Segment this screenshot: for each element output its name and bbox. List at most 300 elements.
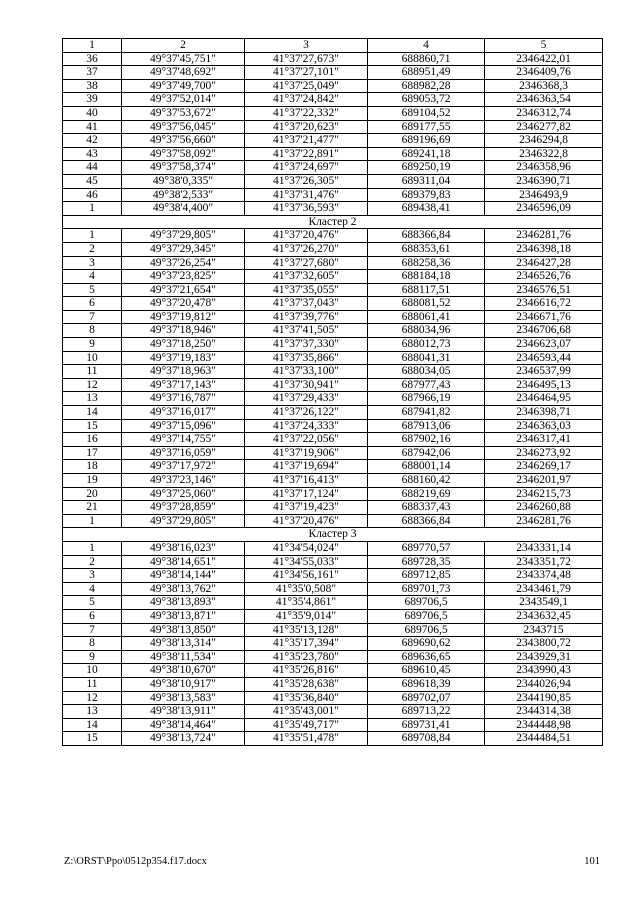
latitude-cell: 49°37'16,017" (122, 406, 245, 420)
point-number-cell: 5 (63, 283, 122, 297)
cluster-title: Кластер 3 (63, 528, 603, 542)
longitude-cell: 41°35'43,001" (245, 705, 368, 719)
x-coordinate-cell: 687902,16 (368, 433, 485, 447)
latitude-cell: 49°37'17,972" (122, 460, 245, 474)
x-coordinate-cell: 689610,45 (368, 664, 485, 678)
latitude-cell: 49°38'14,144" (122, 569, 245, 583)
x-coordinate-cell: 688034,96 (368, 324, 485, 338)
x-coordinate-cell: 689196,69 (368, 134, 485, 148)
y-coordinate-cell: 2346576,51 (485, 283, 603, 297)
longitude-cell: 41°37'26,305" (245, 174, 368, 188)
x-coordinate-cell: 688081,52 (368, 297, 485, 311)
y-coordinate-cell: 2346201,97 (485, 474, 603, 488)
x-coordinate-cell: 689731,41 (368, 718, 485, 732)
y-coordinate-cell: 2346363,54 (485, 93, 603, 107)
y-coordinate-cell: 2344314,38 (485, 705, 603, 719)
table-row (63, 188, 603, 202)
longitude-cell: 41°37'30,941" (245, 378, 368, 392)
point-number-cell: 1 (63, 541, 122, 555)
table-row (63, 677, 603, 691)
longitude-cell: 41°35'17,394" (245, 637, 368, 651)
y-coordinate-cell: 2343632,45 (485, 609, 603, 623)
x-coordinate-cell: 688366,84 (368, 514, 485, 528)
cluster-title: Кластер 2 (63, 215, 603, 229)
latitude-cell: 49°37'16,787" (122, 392, 245, 406)
table-row (63, 555, 603, 569)
point-number-cell: 21 (63, 501, 122, 515)
longitude-cell: 41°37'20,476" (245, 514, 368, 528)
x-coordinate-cell: 688366,84 (368, 229, 485, 243)
longitude-cell: 41°37'24,842" (245, 93, 368, 107)
point-number-cell: 10 (63, 664, 122, 678)
y-coordinate-cell: 2346358,96 (485, 161, 603, 175)
column-number-3: 3 (245, 39, 368, 53)
point-number-cell: 3 (63, 256, 122, 270)
table-row (63, 297, 603, 311)
y-coordinate-cell: 2346215,73 (485, 487, 603, 501)
x-coordinate-cell: 689770,57 (368, 541, 485, 555)
latitude-cell: 49°38'13,871" (122, 609, 245, 623)
point-number-cell: 11 (63, 365, 122, 379)
point-number-cell: 38 (63, 79, 122, 93)
point-number-cell: 19 (63, 474, 122, 488)
table-row (63, 147, 603, 161)
column-number-1: 1 (63, 39, 122, 53)
point-number-cell: 1 (63, 514, 122, 528)
table-row (63, 392, 603, 406)
y-coordinate-cell: 2343800,72 (485, 637, 603, 651)
y-coordinate-cell: 2346398,71 (485, 406, 603, 420)
y-coordinate-cell: 2346706,68 (485, 324, 603, 338)
table-row (63, 106, 603, 120)
latitude-cell: 49°37'23,146" (122, 474, 245, 488)
table-row (63, 351, 603, 365)
latitude-cell: 49°37'48,692" (122, 66, 245, 80)
table-row (63, 52, 603, 66)
longitude-cell: 41°35'4,861" (245, 596, 368, 610)
y-coordinate-cell: 2346368,3 (485, 79, 603, 93)
y-coordinate-cell: 2346596,09 (485, 202, 603, 216)
latitude-cell: 49°37'52,014" (122, 93, 245, 107)
point-number-cell: 15 (63, 419, 122, 433)
point-number-cell: 4 (63, 270, 122, 284)
latitude-cell: 49°37'53,672" (122, 106, 245, 120)
latitude-cell: 49°38'11,534" (122, 650, 245, 664)
point-number-cell: 2 (63, 555, 122, 569)
longitude-cell: 41°37'35,866" (245, 351, 368, 365)
point-number-cell: 8 (63, 637, 122, 651)
longitude-cell: 41°37'19,423" (245, 501, 368, 515)
table-row (63, 79, 603, 93)
latitude-cell: 49°37'23,825" (122, 270, 245, 284)
x-coordinate-cell: 689713,22 (368, 705, 485, 719)
x-coordinate-cell: 689104,52 (368, 106, 485, 120)
table-row (63, 174, 603, 188)
longitude-cell: 41°34'54,024" (245, 541, 368, 555)
point-number-cell: 1 (63, 202, 122, 216)
x-coordinate-cell: 688219,69 (368, 487, 485, 501)
latitude-cell: 49°37'29,805" (122, 229, 245, 243)
y-coordinate-cell: 2346409,76 (485, 66, 603, 80)
latitude-cell: 49°38'14,464" (122, 718, 245, 732)
x-coordinate-cell: 689053,72 (368, 93, 485, 107)
latitude-cell: 49°37'20,478" (122, 297, 245, 311)
longitude-cell: 41°37'27,101" (245, 66, 368, 80)
longitude-cell: 41°35'28,638" (245, 677, 368, 691)
table-row (63, 732, 603, 746)
x-coordinate-cell: 689379,83 (368, 188, 485, 202)
x-coordinate-cell: 689241,18 (368, 147, 485, 161)
longitude-cell: 41°37'35,055" (245, 283, 368, 297)
table-row (63, 446, 603, 460)
point-number-cell: 45 (63, 174, 122, 188)
table-row (63, 582, 603, 596)
point-number-cell: 13 (63, 392, 122, 406)
table-row (63, 66, 603, 80)
longitude-cell: 41°37'22,891" (245, 147, 368, 161)
x-coordinate-cell: 687913,06 (368, 419, 485, 433)
longitude-cell: 41°37'19,694" (245, 460, 368, 474)
table-row (63, 406, 603, 420)
latitude-cell: 49°37'58,374" (122, 161, 245, 175)
table-row (63, 310, 603, 324)
y-coordinate-cell: 2346281,76 (485, 229, 603, 243)
point-number-cell: 36 (63, 52, 122, 66)
point-number-cell: 9 (63, 338, 122, 352)
table-row (63, 120, 603, 134)
point-number-cell: 6 (63, 297, 122, 311)
point-number-cell: 42 (63, 134, 122, 148)
table-row (63, 242, 603, 256)
table-row (63, 338, 603, 352)
coordinates-table (62, 38, 603, 746)
longitude-cell: 41°35'9,014" (245, 609, 368, 623)
latitude-cell: 49°37'15,096" (122, 419, 245, 433)
longitude-cell: 41°37'24,697" (245, 161, 368, 175)
point-number-cell: 5 (63, 596, 122, 610)
table-row (63, 202, 603, 216)
point-number-cell: 41 (63, 120, 122, 134)
x-coordinate-cell: 688951,49 (368, 66, 485, 80)
point-number-cell: 10 (63, 351, 122, 365)
table-row (63, 161, 603, 175)
point-number-cell: 3 (63, 569, 122, 583)
latitude-cell: 49°38'13,724" (122, 732, 245, 746)
longitude-cell: 41°37'41,505" (245, 324, 368, 338)
cluster-header-row (63, 215, 603, 229)
x-coordinate-cell: 689636,65 (368, 650, 485, 664)
latitude-cell: 49°38'14,651" (122, 555, 245, 569)
x-coordinate-cell: 689706,5 (368, 609, 485, 623)
y-coordinate-cell: 2346593,44 (485, 351, 603, 365)
y-coordinate-cell: 2346312,74 (485, 106, 603, 120)
y-coordinate-cell: 2346464,95 (485, 392, 603, 406)
x-coordinate-cell: 689728,35 (368, 555, 485, 569)
y-coordinate-cell: 2344448,98 (485, 718, 603, 732)
latitude-cell: 49°37'28,859" (122, 501, 245, 515)
latitude-cell: 49°37'56,045" (122, 120, 245, 134)
point-number-cell: 16 (63, 433, 122, 447)
x-coordinate-cell: 688982,28 (368, 79, 485, 93)
cluster-header-row (63, 528, 603, 542)
table-row (63, 270, 603, 284)
longitude-cell: 41°37'22,332" (245, 106, 368, 120)
y-coordinate-cell: 2346363,03 (485, 419, 603, 433)
longitude-cell: 41°37'24,333" (245, 419, 368, 433)
point-number-cell: 1 (63, 229, 122, 243)
x-coordinate-cell: 689706,5 (368, 596, 485, 610)
y-coordinate-cell: 2346390,71 (485, 174, 603, 188)
longitude-cell: 41°35'23,780" (245, 650, 368, 664)
x-coordinate-cell: 689702,07 (368, 691, 485, 705)
longitude-cell: 41°34'56,161" (245, 569, 368, 583)
longitude-cell: 41°35'49,717" (245, 718, 368, 732)
y-coordinate-cell: 2346294,8 (485, 134, 603, 148)
x-coordinate-cell: 688337,43 (368, 501, 485, 515)
latitude-cell: 49°37'29,345" (122, 242, 245, 256)
longitude-cell: 41°37'17,124" (245, 487, 368, 501)
longitude-cell: 41°35'13,128" (245, 623, 368, 637)
latitude-cell: 49°38'13,911" (122, 705, 245, 719)
y-coordinate-cell: 2343929,31 (485, 650, 603, 664)
latitude-cell: 49°38'13,583" (122, 691, 245, 705)
table-row (63, 691, 603, 705)
y-coordinate-cell: 2346526,76 (485, 270, 603, 284)
x-coordinate-cell: 689438,41 (368, 202, 485, 216)
latitude-cell: 49°38'4,400" (122, 202, 245, 216)
y-coordinate-cell: 2346273,92 (485, 446, 603, 460)
longitude-cell: 41°37'31,476" (245, 188, 368, 202)
latitude-cell: 49°38'13,314" (122, 637, 245, 651)
y-coordinate-cell: 2346422,01 (485, 52, 603, 66)
point-number-cell: 15 (63, 732, 122, 746)
x-coordinate-cell: 689712,85 (368, 569, 485, 583)
point-number-cell: 14 (63, 718, 122, 732)
y-coordinate-cell: 2343331,14 (485, 541, 603, 555)
latitude-cell: 49°37'49,700" (122, 79, 245, 93)
point-number-cell: 14 (63, 406, 122, 420)
longitude-cell: 41°35'51,478" (245, 732, 368, 746)
x-coordinate-cell: 688001,14 (368, 460, 485, 474)
x-coordinate-cell: 688012,73 (368, 338, 485, 352)
table-row (63, 541, 603, 555)
longitude-cell: 41°37'33,100" (245, 365, 368, 379)
x-coordinate-cell: 689618,39 (368, 677, 485, 691)
longitude-cell: 41°34'55,033" (245, 555, 368, 569)
table-row (63, 419, 603, 433)
column-number-5: 5 (485, 39, 603, 53)
table-row (63, 229, 603, 243)
latitude-cell: 49°37'18,963" (122, 365, 245, 379)
column-number-row (63, 39, 603, 53)
table-row (63, 134, 603, 148)
x-coordinate-cell: 689177,55 (368, 120, 485, 134)
table-row (63, 501, 603, 515)
table-row (63, 474, 603, 488)
longitude-cell: 41°37'27,673" (245, 52, 368, 66)
longitude-cell: 41°37'29,433" (245, 392, 368, 406)
y-coordinate-cell: 2346427,28 (485, 256, 603, 270)
x-coordinate-cell: 688860,71 (368, 52, 485, 66)
latitude-cell: 49°37'16,059" (122, 446, 245, 460)
latitude-cell: 49°38'2,533" (122, 188, 245, 202)
latitude-cell: 49°37'19,812" (122, 310, 245, 324)
point-number-cell: 17 (63, 446, 122, 460)
x-coordinate-cell: 688184,18 (368, 270, 485, 284)
latitude-cell: 49°38'10,670" (122, 664, 245, 678)
point-number-cell: 7 (63, 310, 122, 324)
y-coordinate-cell: 2346322,8 (485, 147, 603, 161)
x-coordinate-cell: 688160,42 (368, 474, 485, 488)
point-number-cell: 4 (63, 582, 122, 596)
latitude-cell: 49°37'58,092" (122, 147, 245, 161)
footer-page-number: 101 (584, 856, 600, 867)
longitude-cell: 41°37'39,776" (245, 310, 368, 324)
table-row (63, 460, 603, 474)
y-coordinate-cell: 2343549,1 (485, 596, 603, 610)
y-coordinate-cell: 2346623,07 (485, 338, 603, 352)
x-coordinate-cell: 687966,19 (368, 392, 485, 406)
y-coordinate-cell: 2343351,72 (485, 555, 603, 569)
latitude-cell: 49°37'21,654" (122, 283, 245, 297)
table-row (63, 378, 603, 392)
longitude-cell: 41°35'26,816" (245, 664, 368, 678)
latitude-cell: 49°37'17,143" (122, 378, 245, 392)
table-row (63, 650, 603, 664)
y-coordinate-cell: 2346398,18 (485, 242, 603, 256)
x-coordinate-cell: 689706,5 (368, 623, 485, 637)
latitude-cell: 49°37'56,660" (122, 134, 245, 148)
x-coordinate-cell: 687942,06 (368, 446, 485, 460)
y-coordinate-cell: 2344484,51 (485, 732, 603, 746)
y-coordinate-cell: 2346671,76 (485, 310, 603, 324)
latitude-cell: 49°37'29,805" (122, 514, 245, 528)
table-row (63, 637, 603, 651)
table-row (63, 664, 603, 678)
longitude-cell: 41°37'20,476" (245, 229, 368, 243)
y-coordinate-cell: 2346269,17 (485, 460, 603, 474)
y-coordinate-cell: 2346260,88 (485, 501, 603, 515)
longitude-cell: 41°37'21,477" (245, 134, 368, 148)
table-row (63, 487, 603, 501)
longitude-cell: 41°37'25,049" (245, 79, 368, 93)
y-coordinate-cell: 2343374,48 (485, 569, 603, 583)
point-number-cell: 8 (63, 324, 122, 338)
table-row (63, 433, 603, 447)
table-row (63, 718, 603, 732)
point-number-cell: 6 (63, 609, 122, 623)
table-row (63, 623, 603, 637)
table-row (63, 93, 603, 107)
y-coordinate-cell: 2346317,41 (485, 433, 603, 447)
column-number-2: 2 (122, 39, 245, 53)
coordinates-table-body (63, 39, 603, 746)
table-row (63, 365, 603, 379)
point-number-cell: 40 (63, 106, 122, 120)
x-coordinate-cell: 688117,51 (368, 283, 485, 297)
footer-file-path: Z:\ORST\Ppo\0512p354.f17.docx (64, 856, 207, 867)
latitude-cell: 49°38'13,893" (122, 596, 245, 610)
table-row (63, 514, 603, 528)
x-coordinate-cell: 689250,19 (368, 161, 485, 175)
point-number-cell: 7 (63, 623, 122, 637)
table-row (63, 324, 603, 338)
y-coordinate-cell: 2343715 (485, 623, 603, 637)
point-number-cell: 12 (63, 378, 122, 392)
point-number-cell: 2 (63, 242, 122, 256)
y-coordinate-cell: 2346277,82 (485, 120, 603, 134)
longitude-cell: 41°35'0,508" (245, 582, 368, 596)
x-coordinate-cell: 689690,62 (368, 637, 485, 651)
x-coordinate-cell: 688041,31 (368, 351, 485, 365)
point-number-cell: 11 (63, 677, 122, 691)
column-number-4: 4 (368, 39, 485, 53)
longitude-cell: 41°37'37,330" (245, 338, 368, 352)
table-row (63, 256, 603, 270)
table-row (63, 569, 603, 583)
longitude-cell: 41°37'36,593" (245, 202, 368, 216)
x-coordinate-cell: 688353,61 (368, 242, 485, 256)
y-coordinate-cell: 2344026,94 (485, 677, 603, 691)
y-coordinate-cell: 2346281,76 (485, 514, 603, 528)
y-coordinate-cell: 2346495,13 (485, 378, 603, 392)
latitude-cell: 49°37'26,254" (122, 256, 245, 270)
point-number-cell: 13 (63, 705, 122, 719)
longitude-cell: 41°37'26,122" (245, 406, 368, 420)
x-coordinate-cell: 689311,04 (368, 174, 485, 188)
x-coordinate-cell: 688034,05 (368, 365, 485, 379)
x-coordinate-cell: 688258,36 (368, 256, 485, 270)
point-number-cell: 20 (63, 487, 122, 501)
longitude-cell: 41°37'37,043" (245, 297, 368, 311)
latitude-cell: 49°37'25,060" (122, 487, 245, 501)
x-coordinate-cell: 687977,43 (368, 378, 485, 392)
longitude-cell: 41°37'19,906" (245, 446, 368, 460)
y-coordinate-cell: 2346537,99 (485, 365, 603, 379)
latitude-cell: 49°38'0,335" (122, 174, 245, 188)
latitude-cell: 49°37'19,183" (122, 351, 245, 365)
longitude-cell: 41°37'16,413" (245, 474, 368, 488)
x-coordinate-cell: 687941,82 (368, 406, 485, 420)
point-number-cell: 12 (63, 691, 122, 705)
longitude-cell: 41°37'22,056" (245, 433, 368, 447)
point-number-cell: 39 (63, 93, 122, 107)
y-coordinate-cell: 2344190,85 (485, 691, 603, 705)
longitude-cell: 41°37'26,270" (245, 242, 368, 256)
longitude-cell: 41°37'32,605" (245, 270, 368, 284)
latitude-cell: 49°37'18,250" (122, 338, 245, 352)
latitude-cell: 49°37'14,755" (122, 433, 245, 447)
latitude-cell: 49°38'10,917" (122, 677, 245, 691)
table-row (63, 596, 603, 610)
table-row (63, 283, 603, 297)
latitude-cell: 49°38'13,762" (122, 582, 245, 596)
point-number-cell: 46 (63, 188, 122, 202)
longitude-cell: 41°37'27,680" (245, 256, 368, 270)
point-number-cell: 9 (63, 650, 122, 664)
point-number-cell: 43 (63, 147, 122, 161)
x-coordinate-cell: 688061,41 (368, 310, 485, 324)
longitude-cell: 41°35'36,840" (245, 691, 368, 705)
latitude-cell: 49°37'45,751" (122, 52, 245, 66)
y-coordinate-cell: 2346493,9 (485, 188, 603, 202)
y-coordinate-cell: 2343990,43 (485, 664, 603, 678)
point-number-cell: 18 (63, 460, 122, 474)
point-number-cell: 44 (63, 161, 122, 175)
longitude-cell: 41°37'20,623" (245, 120, 368, 134)
y-coordinate-cell: 2343461,79 (485, 582, 603, 596)
point-number-cell: 37 (63, 66, 122, 80)
